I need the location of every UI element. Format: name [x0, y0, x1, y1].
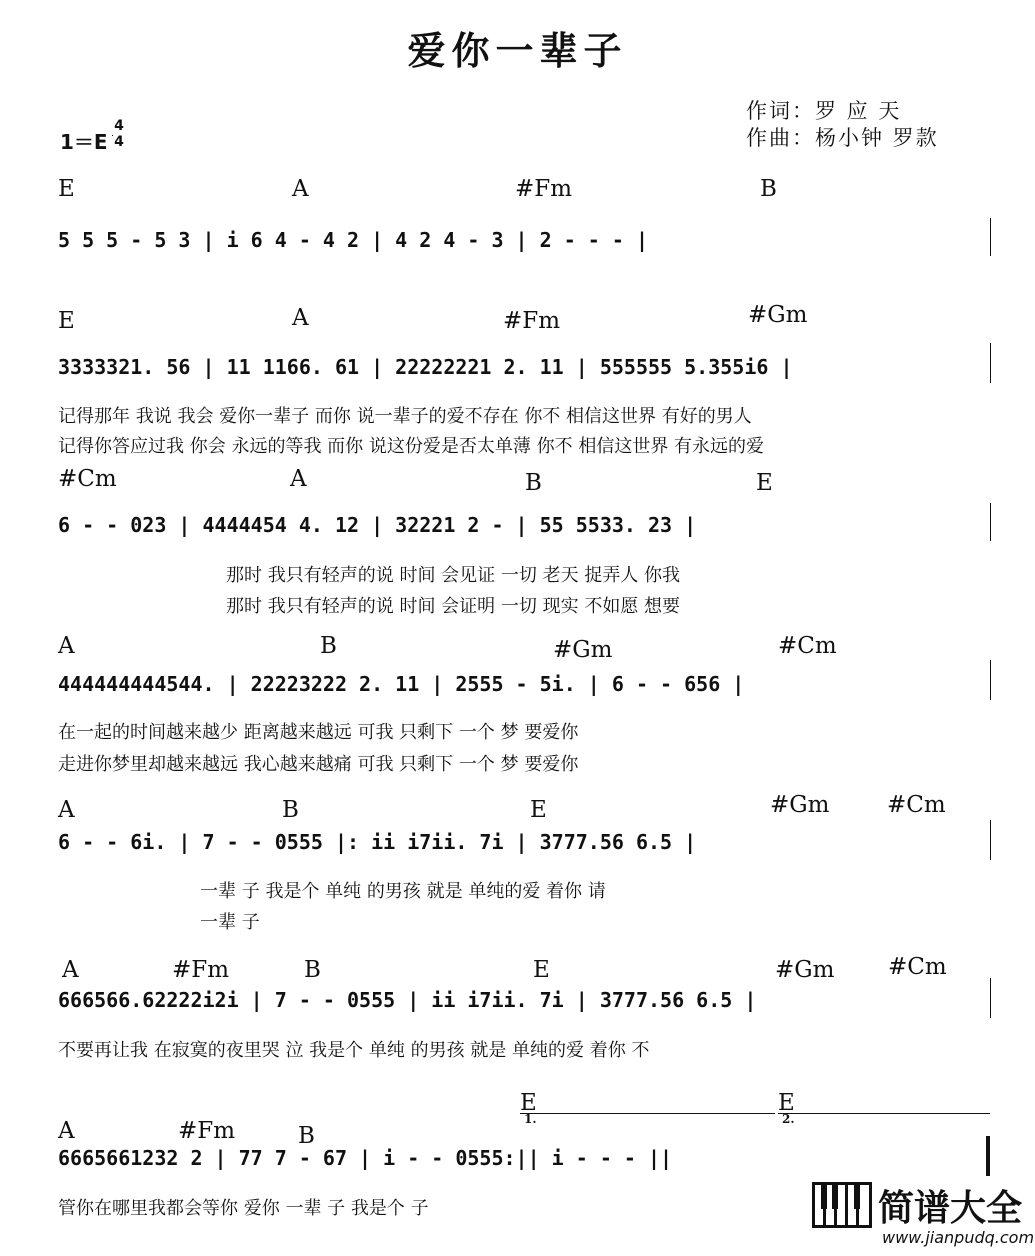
chord: A [62, 957, 79, 983]
chord: #Gm [770, 792, 830, 818]
composer-credit: 作曲：杨小钟 罗款 [746, 126, 939, 150]
lyric-line: 在一起的时间越来越少 距离越来越远 可我 只剩下 一个 梦 要爱你 [58, 722, 579, 743]
notation-line: 5 5 5 - 5 3 | i 6 4 - 4 2 | 4 2 4 - 3 | 2 - - - | [58, 228, 649, 252]
barline [990, 218, 991, 256]
chord: E [530, 797, 547, 823]
lyric-line: 管你在哪里我都会等你 爱你 一辈 子 我是个 子 [58, 1198, 429, 1219]
volta-bracket-1 [520, 1113, 775, 1114]
time-signature-top: 4 [114, 118, 124, 134]
lyric-line: 那时 我只有轻声的说 时间 会见证 一切 老天 捉弄人 你我 [226, 565, 681, 586]
chord: B [320, 633, 337, 659]
chord: E [778, 1090, 795, 1116]
barline [990, 660, 991, 700]
time-signature-bottom: 4 [114, 134, 124, 150]
lyric-line: 记得那年 我说 我会 爱你一辈子 而你 说一辈子的爱不存在 你不 相信这世界 有好的男人 [58, 406, 752, 427]
barline [990, 503, 991, 541]
chord: B [525, 470, 542, 496]
volta-label: 1. [524, 1112, 537, 1126]
notation-line: 6 - - 023 | 4444454 4. 12 | 32221 2 - | 55 5533. 23 | [58, 513, 697, 537]
chord: A [292, 176, 309, 202]
chord: B [298, 1123, 315, 1149]
notation-line: 666566.62222i2i | 7 - - 0555 | ii i7ii. 7i | 3777.56 6.5 | [58, 988, 757, 1012]
chord: B [304, 957, 321, 983]
chord: #Cm [887, 792, 946, 818]
chord: E [756, 470, 773, 496]
chord: #Fm [172, 957, 230, 983]
chord: #Cm [58, 466, 117, 492]
piano-keys-icon [812, 1182, 872, 1228]
chord: A [292, 305, 309, 331]
chord: B [282, 797, 299, 823]
barline [990, 820, 991, 860]
volta-bracket-2 [778, 1113, 990, 1114]
lyricist-credit: 作词：罗 应 天 [746, 99, 902, 123]
notation-line: 6 - - 6i. | 7 - - 0555 |: ii i7ii. 7i | 3777.56 6.5 | [58, 830, 697, 854]
chord: #Gm [775, 957, 835, 983]
lyric-line: 记得你答应过我 你会 永远的等我 而你 说这份爱是否太单薄 你不 相信这世界 有永远的爱 [58, 436, 765, 457]
chord: A [58, 633, 75, 659]
barline [990, 978, 991, 1018]
volta-label: 2. [782, 1112, 795, 1126]
chord: #Fm [178, 1118, 236, 1144]
song-title: 爱你一辈子 [407, 28, 628, 73]
lyric-line: 走进你梦里却越来越远 我心越来越痛 可我 只剩下 一个 梦 要爱你 [58, 754, 579, 775]
chord: #Fm [515, 176, 573, 202]
notation-line: 444444444544. | 22223222 2. 11 | 2555 - 5i. | 6 - - 656 | [58, 672, 745, 696]
notation-line: 6665661232 2 | 77 7 - 67 | i - - 0555:|| i - - - || [58, 1146, 673, 1170]
lyric-line: 一辈 子 我是个 单纯 的男孩 就是 单纯的爱 着你 请 [200, 881, 606, 902]
chord: #Gm [553, 637, 613, 663]
key-signature: 1＝E [60, 130, 108, 154]
chord: #Fm [503, 308, 561, 334]
time-signature [112, 118, 126, 150]
chord: E [58, 176, 75, 202]
chord: E [520, 1090, 537, 1116]
lyric-line: 那时 我只有轻声的说 时间 会证明 一切 现实 不如愿 想要 [226, 596, 681, 617]
barline [990, 343, 991, 383]
chord: A [58, 1118, 75, 1144]
logo-url: www.jianpudq.com [882, 1228, 1035, 1247]
chord: #Gm [748, 302, 808, 328]
chord: A [58, 797, 75, 823]
chord: A [290, 466, 307, 492]
chord: B [760, 176, 777, 202]
lyric-line: 不要再让我 在寂寞的夜里哭 泣 我是个 单纯 的男孩 就是 单纯的爱 着你 不 [58, 1040, 650, 1061]
chord: #Cm [888, 954, 947, 980]
logo-text: 简谱大全 [878, 1188, 1023, 1229]
chord: #Cm [778, 633, 837, 659]
chord: E [58, 308, 75, 334]
final-barline [986, 1136, 990, 1176]
notation-line: 3333321. 56 | 11 1166. 61 | 22222221 2. 11 | 555555 5.355i6 | [58, 355, 793, 379]
lyric-line: 一辈 子 [200, 912, 260, 933]
chord: E [533, 957, 550, 983]
